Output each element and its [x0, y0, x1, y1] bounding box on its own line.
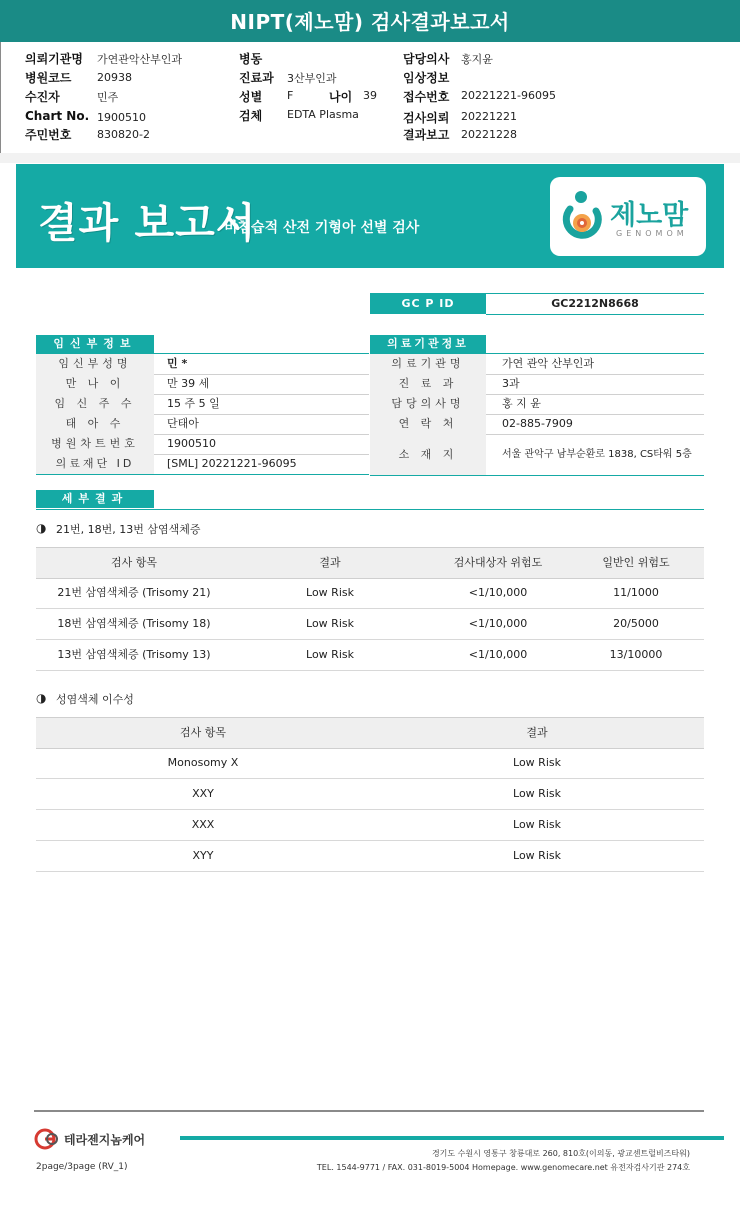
- pregnant-row-key: 임신부성명: [36, 354, 154, 374]
- logo-subtext: GENOMOM: [616, 229, 688, 238]
- sexchrom-result: Low Risk: [513, 849, 561, 862]
- institution-row-value: 3과: [502, 377, 520, 390]
- trisomy-subject-risk: <1/10,000: [468, 617, 528, 630]
- pregnant-row-key: 의료재단 ID: [36, 454, 154, 474]
- request-value: 20221221: [461, 110, 517, 123]
- institution-label: 의뢰기관명: [25, 52, 83, 66]
- gcpid-value: GC2212N8668: [486, 293, 704, 315]
- examinee-value: 민주: [97, 91, 119, 104]
- pregnant-row: [36, 394, 369, 415]
- institution-row: [370, 414, 704, 435]
- pregnant-row-key: 병원차트번호: [36, 434, 154, 454]
- table-row: [36, 810, 704, 841]
- examinee-label: 수진자: [25, 90, 60, 104]
- pregnant-row-value: 1900510: [167, 437, 216, 450]
- institution-row-key: 담당의사명: [370, 394, 486, 414]
- institution-row-value: 02-885-7909: [502, 417, 573, 430]
- sexchrom-section-title: 성염색체 이수성: [56, 693, 134, 706]
- institution-row: [370, 374, 704, 395]
- pregnant-row: [36, 354, 369, 375]
- institution-info-tag: 의료기관정보: [370, 335, 486, 353]
- trisomy-item: 18번 삼염색체증 (Trisomy 18): [57, 617, 211, 630]
- pregnant-row-value: 민 *: [167, 357, 188, 370]
- chart-value: 1900510: [97, 111, 146, 124]
- company-logo: [34, 1128, 146, 1154]
- footer-contact: TEL. 1544-9771 / FAX. 031-8019-5004 Homepage. www.genomecare.net 유전자검사기관 274호: [316, 1163, 690, 1172]
- pregnant-row-value: [SML] 20221221-96095: [167, 457, 297, 470]
- report-title-bar: [0, 0, 740, 42]
- trisomy-header-cell: 검사 항목: [110, 556, 157, 569]
- pregnant-row-key: 태 아 수: [36, 414, 154, 434]
- footer-divider: [34, 1110, 704, 1112]
- ward-label: 병동: [239, 52, 263, 66]
- trisomy-result: Low Risk: [306, 586, 354, 599]
- clinical-label: 임상정보: [403, 71, 450, 85]
- table-row: [36, 779, 704, 810]
- report-title: NIPT(제노맘) 검사결과보고서: [230, 10, 510, 34]
- institution-row: [370, 354, 704, 375]
- pregnant-row-key: 만 나 이: [36, 374, 154, 394]
- divider-strip: [0, 153, 740, 163]
- institution-row: [370, 394, 704, 415]
- sexchrom-item: XYY: [192, 849, 214, 862]
- receipt-value: 20221221-96095: [461, 89, 556, 102]
- page-number: 2page/3page (RV_1): [36, 1162, 128, 1172]
- institution-row: [370, 434, 704, 476]
- pregnant-row: [36, 434, 369, 455]
- sexchrom-item: XXY: [192, 787, 214, 800]
- pregnant-row: [36, 374, 369, 395]
- trisomy-table-header: [36, 547, 704, 579]
- pregnant-row: [36, 414, 369, 435]
- institution-row-value: 서울 관악구 남부순환로 1838, CS타워 5층: [502, 449, 692, 460]
- sex-value: F: [287, 89, 294, 102]
- trisomy-result: Low Risk: [306, 617, 354, 630]
- sexchrom-header-cell: 결과: [526, 726, 548, 739]
- trisomy-subject-risk: <1/10,000: [468, 586, 528, 599]
- details-tag: 세부결과: [36, 490, 154, 508]
- institution-row-key: 소 재 지: [370, 434, 486, 475]
- institution-row-key: 진 료 과: [370, 374, 486, 394]
- trisomy-header-cell: 결과: [319, 556, 341, 569]
- table-row: [36, 748, 704, 779]
- dept-label: 진료과: [239, 71, 274, 85]
- pregnant-info-tag: 임신부정보: [36, 335, 154, 353]
- sexchrom-item: Monosomy X: [167, 756, 239, 769]
- table-row: [36, 609, 704, 640]
- table-row: [36, 640, 704, 671]
- hospital-code-label: 병원코드: [25, 71, 72, 85]
- trisomy-subject-risk: <1/10,000: [468, 648, 528, 661]
- half-circle-icon: ◑: [36, 691, 47, 705]
- trisomy-general-risk: 20/5000: [613, 617, 659, 630]
- trisomy-header-cell: 일반인 위험도: [602, 556, 670, 569]
- pregnant-row-value: 만 39 세: [167, 377, 210, 390]
- specimen-value: EDTA Plasma: [287, 108, 359, 121]
- sexchrom-result: Low Risk: [513, 818, 561, 831]
- trisomy-item: 21번 삼염색체증 (Trisomy 21): [57, 586, 211, 599]
- sexchrom-item: XXX: [191, 818, 215, 831]
- g-logo-icon: [34, 1128, 62, 1150]
- patient-info-box: [0, 42, 740, 154]
- trisomy-general-risk: 11/1000: [613, 586, 659, 599]
- institution-row-value: 가연 관악 산부인과: [502, 357, 595, 370]
- mother-baby-icon: [560, 189, 606, 245]
- sexchrom-result: Low Risk: [513, 756, 561, 769]
- trisomy-section-title: 21번, 18번, 13번 삼염색체증: [56, 523, 201, 536]
- details-line: [36, 509, 704, 510]
- table-row: [36, 578, 704, 609]
- receipt-label: 접수번호: [403, 90, 450, 104]
- pregnant-row-value: 단태아: [167, 417, 199, 430]
- trisomy-result: Low Risk: [306, 648, 354, 661]
- report-value: 20221228: [461, 128, 517, 141]
- banner-subtitle: 비침습적 산전 기형아 선별 검사: [224, 220, 420, 236]
- request-label: 검사의뢰: [403, 111, 450, 125]
- footer-accent-bar: [180, 1136, 724, 1140]
- age-value: 39: [363, 89, 377, 102]
- logo-text: 제노맘: [610, 200, 689, 231]
- institution-value: 가연관악산부인과: [97, 53, 183, 66]
- sexchrom-header-cell: 검사 항목: [179, 726, 226, 739]
- banner-title: 결과 보고서: [38, 199, 257, 247]
- sexchrom-table-header: [36, 717, 704, 749]
- table-row: [36, 841, 704, 872]
- pregnant-row-key: 임 신 주 수: [36, 394, 154, 414]
- genomom-logo: [550, 177, 706, 256]
- chart-label: Chart No.: [25, 109, 90, 123]
- trisomy-general-risk: 13/10000: [609, 648, 663, 661]
- trisomy-header-cell: 검사대상자 위험도: [453, 556, 543, 569]
- report-label: 결과보고: [403, 128, 450, 142]
- dept-value: 3산부인과: [287, 72, 337, 85]
- institution-row-key: 연 락 처: [370, 414, 486, 434]
- company-name: 테라젠지놈케어: [64, 1133, 146, 1147]
- resident-label: 주민번호: [25, 128, 72, 142]
- trisomy-item: 13번 삼염색체증 (Trisomy 13): [57, 648, 211, 661]
- footer-address: 경기도 수원시 영통구 창룡대로 260, 810호(이의동, 광교센트럴비즈타워): [431, 1149, 690, 1158]
- sexchrom-result: Low Risk: [513, 787, 561, 800]
- hospital-code-value: 20938: [97, 71, 132, 84]
- age-label: 나이: [329, 90, 353, 104]
- institution-row-key: 의료기관명: [370, 354, 486, 374]
- pregnant-row: [36, 454, 369, 475]
- institution-row-value: 홍 지 윤: [502, 397, 541, 410]
- half-circle-icon: ◑: [36, 521, 47, 535]
- gcpid-label: GC P ID: [370, 293, 486, 314]
- specimen-label: 검체: [239, 109, 263, 123]
- sex-label: 성별: [239, 90, 263, 104]
- resident-value: 830820-2: [97, 128, 150, 141]
- pregnant-row-value: 15 주 5 일: [167, 397, 220, 410]
- result-banner: [16, 164, 724, 268]
- doctor-label: 담당의사: [403, 52, 450, 66]
- doctor-value: 홍지윤: [461, 53, 493, 66]
